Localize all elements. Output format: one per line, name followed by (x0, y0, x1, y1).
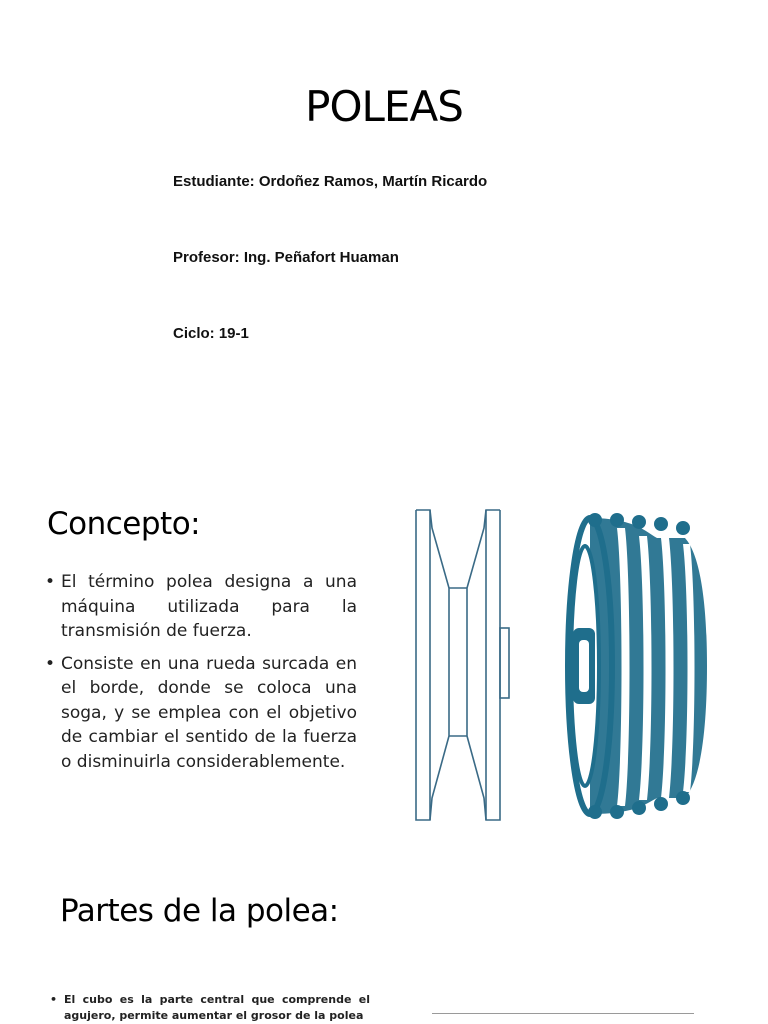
parts-bullet-1: • El cubo es la parte central que comprende el agujero, permite aumentar el grosor de la polea (50, 992, 370, 1024)
parts-bullet-list (50, 992, 370, 1024)
concept-heading: Concepto: (47, 506, 201, 542)
professor-name: Profesor: Ing. Peñafort Huaman (173, 249, 399, 266)
divider-line (432, 1013, 694, 1014)
student-name: Estudiante: Ordoñez Ramos, Martín Ricardo (173, 173, 488, 190)
concept-bullet-2: • Consiste en una rueda surcada en el borde, donde se coloca una soga, y se emplea con el objetivo de cambiar el sentido de la fuerza o disminuirla considerablemente. (45, 652, 357, 775)
pulley-drawing-icon (385, 498, 720, 828)
slide-title: POLEAS (305, 82, 463, 131)
parts-slide (0, 850, 768, 1024)
concept-slide (0, 470, 768, 850)
concept-bullet-1: • El término polea designa a una máquina utilizada para la transmisión de fuerza. (45, 570, 357, 644)
concept-bullet-list (45, 570, 357, 782)
cover-slide (0, 0, 768, 470)
multi-groove-pulley-drawing (568, 513, 707, 819)
parts-heading: Partes de la polea: (60, 893, 339, 929)
cycle-label: Ciclo: 19-1 (173, 325, 249, 342)
pulley-section-drawing (416, 510, 509, 820)
